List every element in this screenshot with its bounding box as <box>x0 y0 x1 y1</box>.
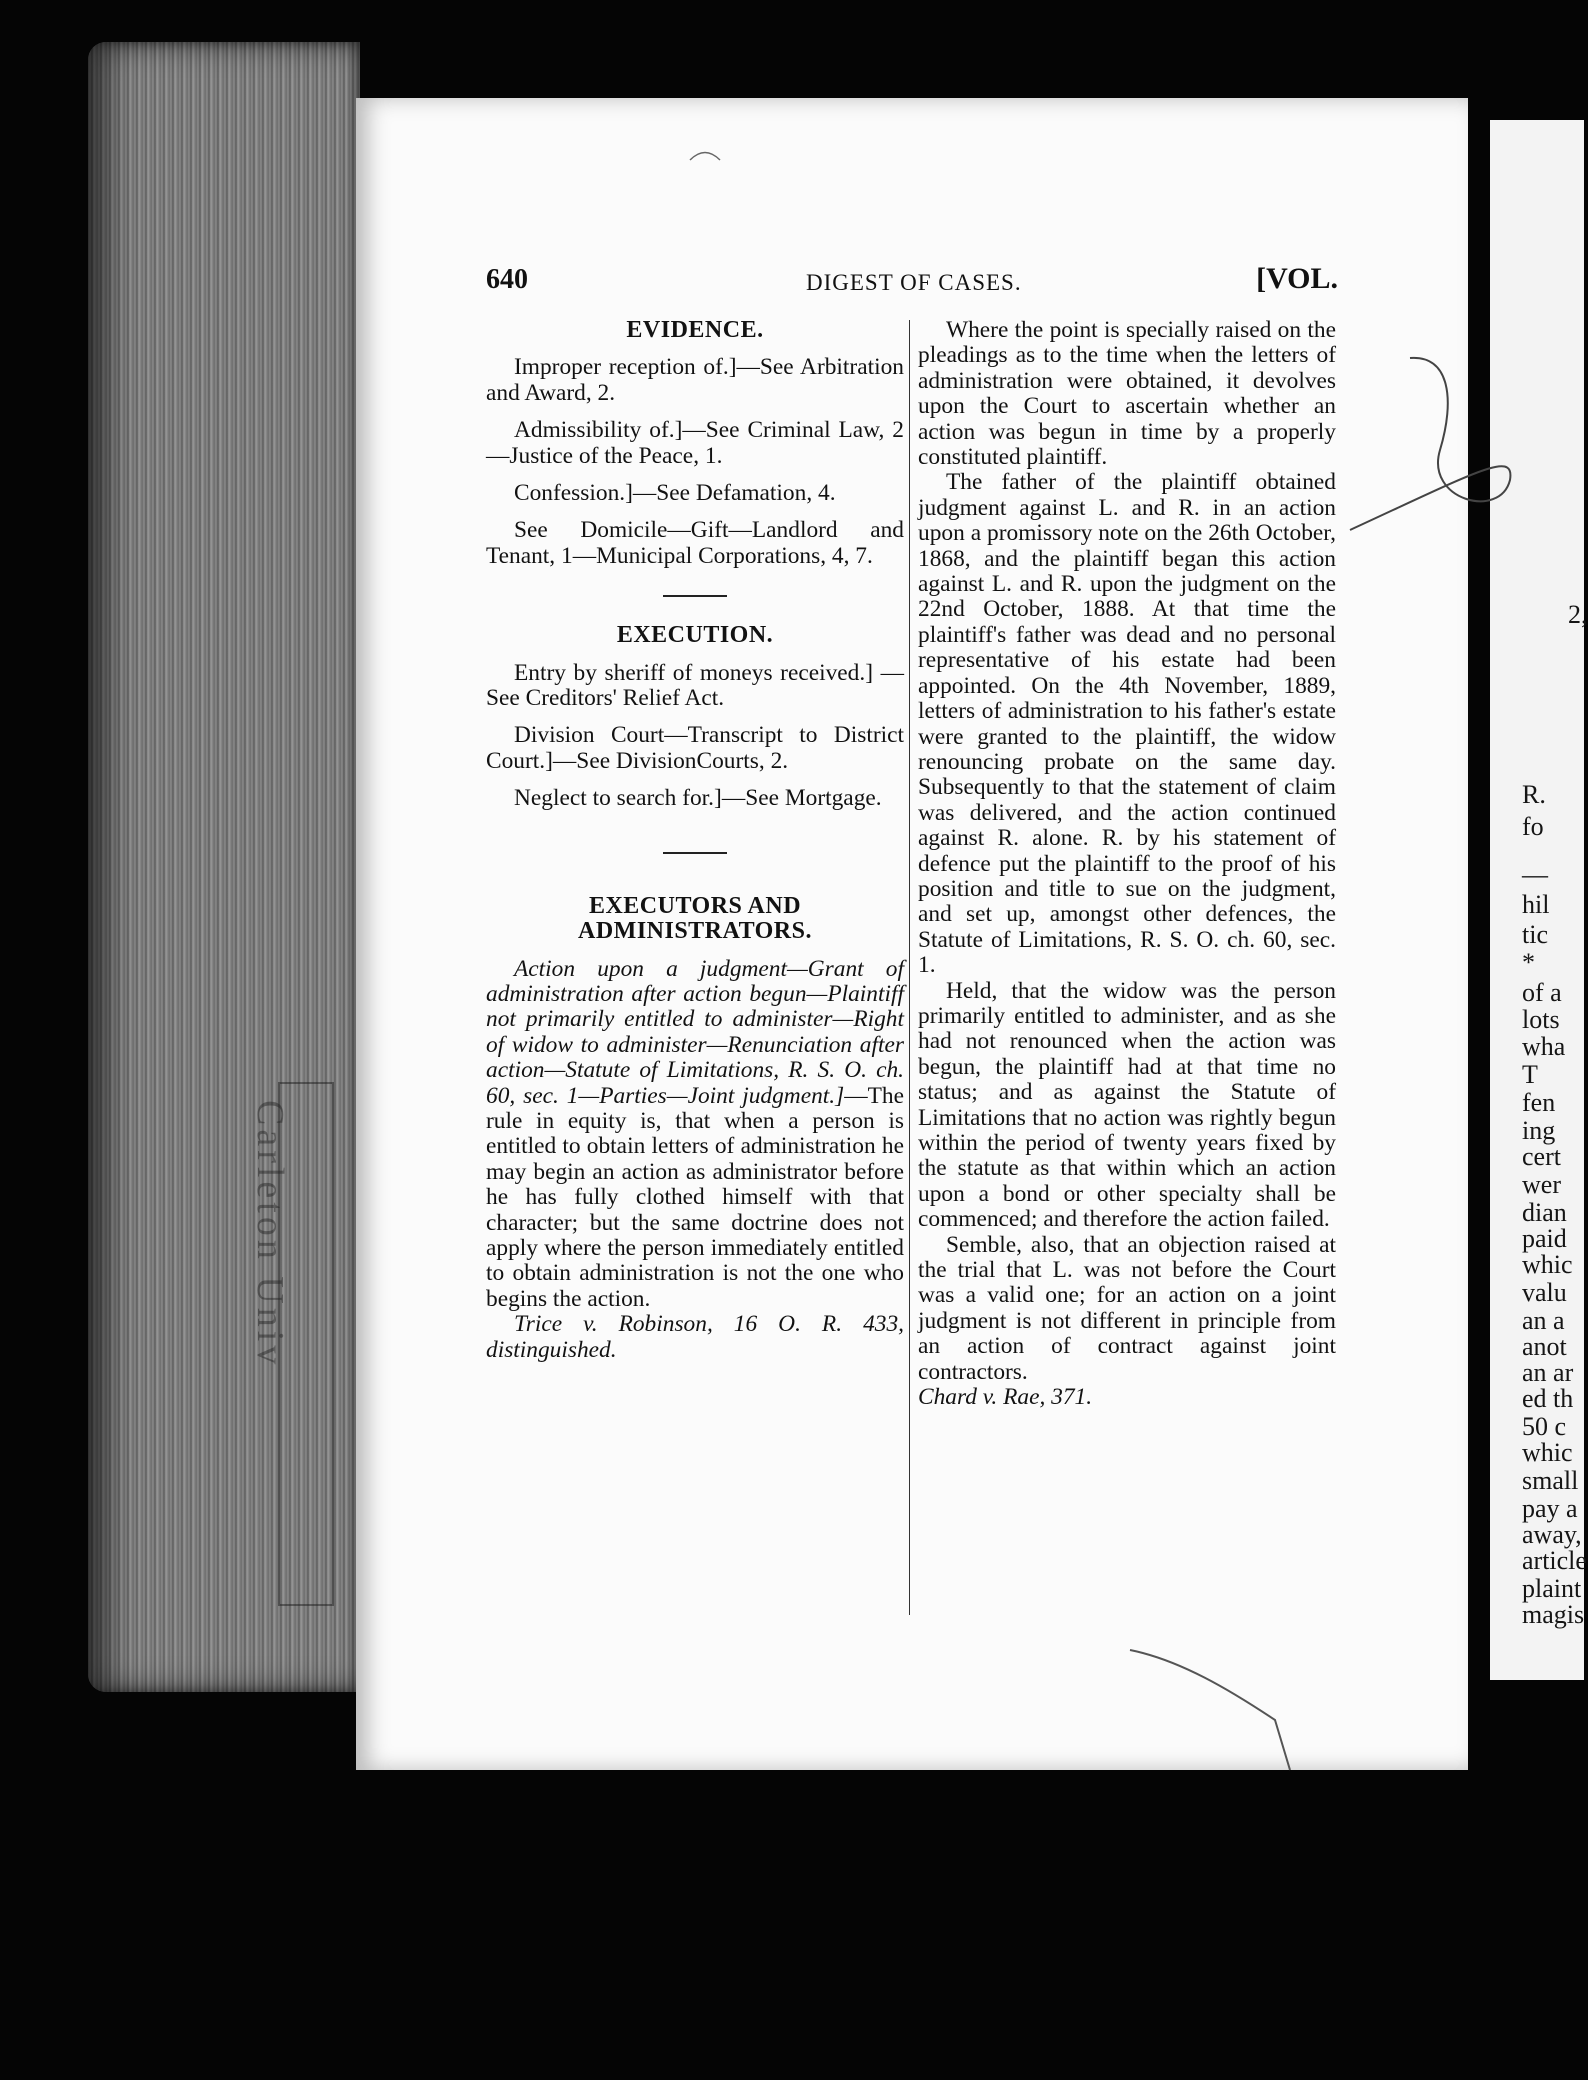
evidence-entry: Improper reception of.]—See Arbitration and Award, 2. <box>486 354 904 406</box>
adjacent-page-fragment: cert <box>1522 1142 1561 1171</box>
book-page-edges <box>88 42 360 1692</box>
adjacent-page-fragment: T <box>1522 1060 1538 1089</box>
adjacent-page-fragment: valu <box>1522 1278 1567 1307</box>
adjacent-page-fragment: ing <box>1522 1116 1556 1145</box>
running-title: DIGEST OF CASES. <box>806 270 1022 295</box>
library-stamp: Carleton Univ <box>249 1100 291 1369</box>
adjacent-page-fragment: 2, <box>1568 600 1588 629</box>
case-citation: Trice v. Robinson, 16 O. R. 433, distinguished. <box>486 1311 904 1363</box>
adjacent-page-fragment: plaint <box>1522 1574 1582 1603</box>
adjacent-page-fragment: small <box>1522 1466 1579 1495</box>
execution-entry: Entry by sheriff of moneys received.] — See Creditors' Relief Act. <box>486 659 904 712</box>
holding-text: —The rule in equity is, that when a person is entitled to obtain letters of administration he may begin an action as administrator before he has fully clothed himself with that character; but the same doctrine does not apply where the person immediately entitled to obtain administration is not the one who begins the action. <box>486 1082 904 1312</box>
catchwords: Action upon a judgment—Grant of administration after action begun—Plaintiff not primarily entitled to administer—Right of widow to administer—Renunciation after action—Statute of Limitations, R. S. O. ch. 60, sec. 1—Parties—Joint judgment.] <box>486 955 904 1109</box>
adjacent-page-fragment: wha <box>1522 1032 1566 1061</box>
paragraph: Semble, also, that an objection raised at the trial that L. was not before the Court was a valid one; for an action on a joint judgment is not different in principle from an action of contract against joint contractors. <box>918 1231 1336 1385</box>
adjacent-page-fragment: lots <box>1522 1005 1560 1034</box>
adjacent-page-fragment: away, <box>1522 1520 1582 1549</box>
paragraph: Held, that the widow was the person primarily entitled to administer, and as she had not renounced when the action was begun, the plaintiff had at that time no status; and as against the Statute of Limitations that no action was rightly begun within the period of twenty years fixed by the statute as that within which an action upon a bond or other specialty shall be commenced; and therefore the action failed. <box>918 977 1336 1233</box>
paragraph: Where the point is specially raised on the pleadings as to the time when the letters of administration were obtained, it devolves upon the Court to ascertain whether an action was begun in time by a properly constituted plaintiff. <box>918 317 1336 471</box>
adjacent-page-fragment: fo <box>1522 812 1544 841</box>
adjacent-page-fragment: article <box>1522 1546 1587 1575</box>
adjacent-page-fragment: dian <box>1522 1198 1567 1227</box>
adjacent-page-fragment: wer <box>1522 1170 1561 1199</box>
execution-entry: Neglect to search for.]—See Mortgage. <box>514 785 882 812</box>
adjacent-page-fragment: R. <box>1522 780 1546 809</box>
adjacent-page-fragment: ed th <box>1522 1384 1574 1413</box>
evidence-entry: Admissibility of.]—See Criminal Law, 2—Justice of the Peace, 1. <box>486 417 904 469</box>
adjacent-page-fragment: of a <box>1522 978 1562 1007</box>
paragraph: The father of the plaintiff obtained judgment against L. and R. in an action upon a promissory note on the 26th October, 1868, and the plaintiff began this action against L. and R. upon the judgment on the 22nd October, 1888. At that time the plaintiff's father was dead and no personal representative of his estate had been appointed. On the 4th November, 1889, letters of administration to his father's estate were granted to the plaintiff, the widow renouncing probate on the same day. Subsequently to that the statement of claim was delivered, and the action continued against R. alone. R. by his statement of defence put the plaintiff to the proof of his position and title to sue on the judgment, and set up, amongst other defences, the Statute of Limitations, R. S. O. ch. 60, sec. 1. <box>918 469 1336 979</box>
right-column <box>918 318 1336 1410</box>
adjacent-page-fragment: fen <box>1522 1088 1556 1117</box>
adjacent-page-fragment: paid <box>1522 1224 1567 1253</box>
executors-entry <box>486 957 904 1313</box>
section-heading-executors: EXECUTORS AND ADMINISTRATORS. <box>578 892 812 945</box>
adjacent-page-fragment: — <box>1522 860 1548 889</box>
adjacent-page-fragment: 50 c <box>1522 1412 1567 1441</box>
execution-entry: Division Court—Transcript to District Court.]—See DivisionCourts, 2. <box>486 722 904 774</box>
adjacent-page-fragment: pay a <box>1522 1494 1578 1523</box>
section-heading-evidence: EVIDENCE. <box>626 317 764 343</box>
adjacent-page-fragment: * <box>1522 948 1535 977</box>
adjacent-page-fragment: tic <box>1522 920 1548 949</box>
adjacent-page-fragment: hil <box>1522 890 1550 919</box>
adjacent-page-edge <box>1490 120 1588 1680</box>
adjacent-page-fragment: whic <box>1522 1250 1573 1279</box>
adjacent-page-fragment: whic <box>1522 1438 1573 1467</box>
adjacent-page-fragment: an ar <box>1522 1358 1574 1387</box>
left-column <box>486 318 904 1363</box>
adjacent-page-fragment: anot <box>1522 1332 1567 1361</box>
section-heading-execution: EXECUTION. <box>616 622 774 649</box>
adjacent-page-fragment: magis <box>1522 1600 1585 1629</box>
case-citation: Chard v. Rae, 371. <box>918 1384 1093 1411</box>
column-divider <box>909 320 910 1615</box>
running-head <box>486 264 1338 304</box>
adjacent-page-fragment: an a <box>1522 1306 1565 1335</box>
volume-marker: [VOL. <box>1256 262 1338 295</box>
page-number: 640 <box>486 264 528 295</box>
evidence-entry: Confession.]—See Defamation, 4. <box>514 480 836 507</box>
evidence-entry: See Domicile—Gift—Landlord and Tenant, 1—Municipal Corporations, 4, 7. <box>486 517 904 569</box>
